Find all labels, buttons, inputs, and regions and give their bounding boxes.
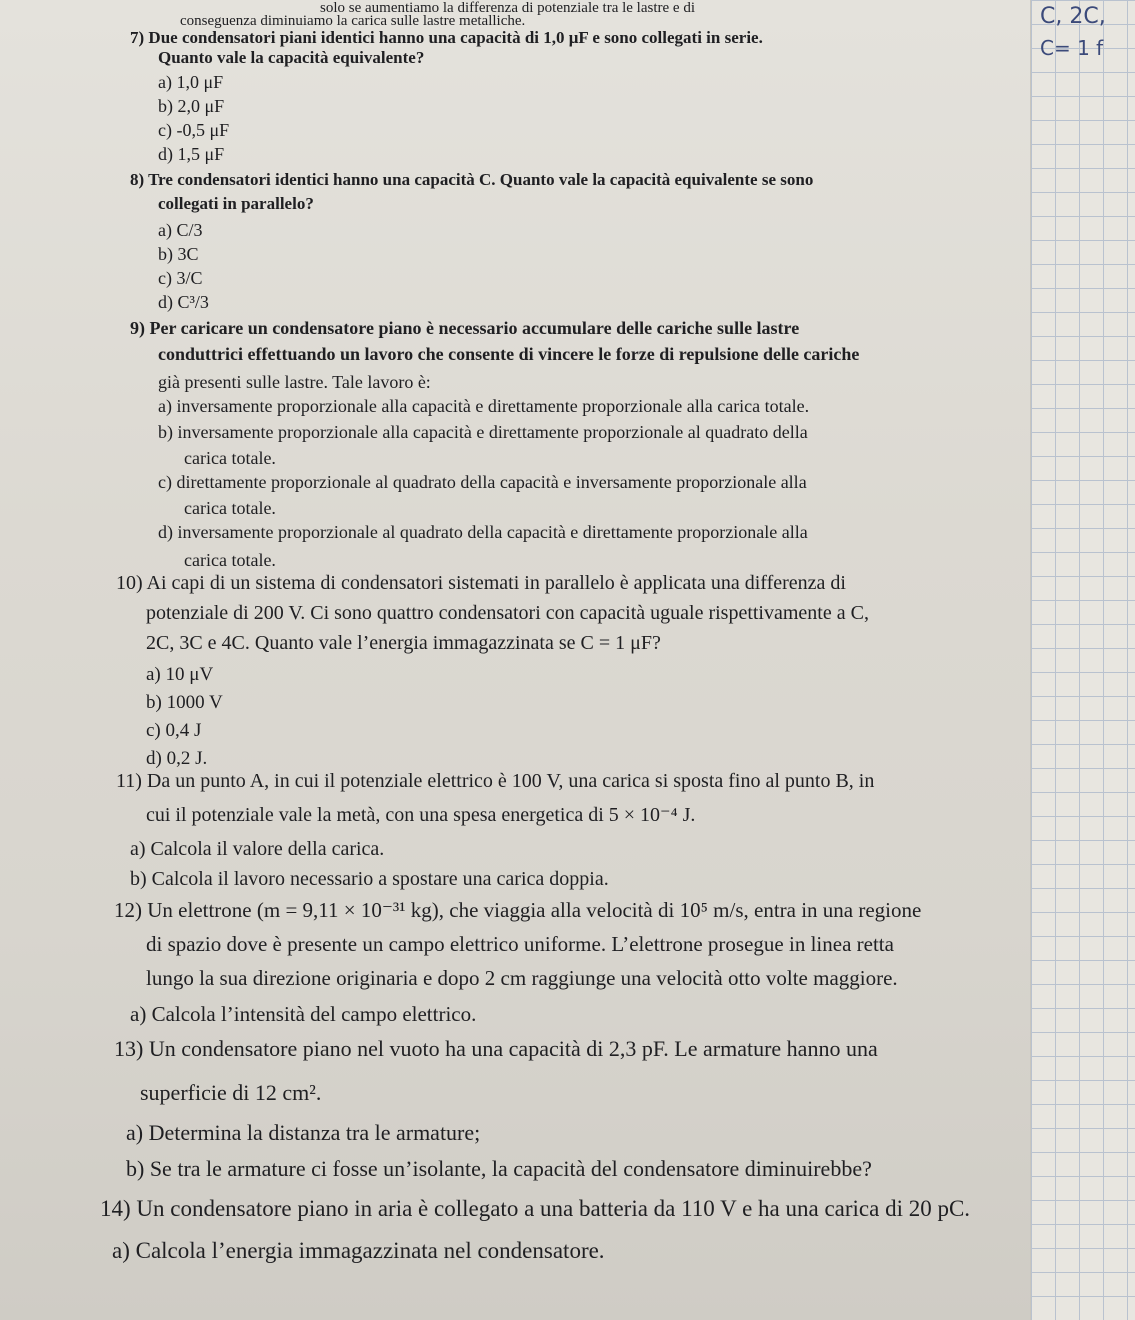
question-8-option-c: c) 3/C bbox=[158, 268, 203, 288]
question-10-option-a: a) 10 μV bbox=[146, 664, 214, 685]
question-7-stem-line-2: Quanto vale la capacità equivalente? bbox=[158, 48, 425, 67]
question-13-stem-line-2: superficie di 12 cm². bbox=[140, 1080, 322, 1105]
question-7-option-b: b) 2,0 μF bbox=[158, 96, 225, 116]
question-10-stem-line-1: 10) Ai capi di un sistema di condensatori sistemati in parallelo è applicata una differenza di bbox=[116, 572, 846, 594]
question-8-option-a: a) C/3 bbox=[158, 220, 203, 240]
question-8-option-b: b) 3C bbox=[158, 244, 199, 264]
question-10-stem-line-2: potenziale di 200 V. Ci sono quattro condensatori con capacità uguale rispettivamente a C, bbox=[146, 602, 869, 624]
question-10-option-d: d) 0,2 J. bbox=[146, 748, 208, 769]
question-7-option-a: a) 1,0 μF bbox=[158, 72, 224, 92]
question-10-stem-line-3: 2C, 3C e 4C. Quanto vale l’energia immagazzinata se C = 1 μF? bbox=[146, 632, 661, 654]
question-10-option-c: c) 0,4 J bbox=[146, 720, 202, 741]
handwritten-note-c-value: C= 1 f bbox=[1040, 36, 1104, 60]
question-9-option-c-line-1: c) direttamente proporzionale al quadrato della capacità e inversamente proporzionale alla bbox=[158, 472, 807, 492]
question-9-stem-line-3: già presenti sulle lastre. Tale lavoro è: bbox=[158, 372, 431, 392]
question-7-stem-line-1: 7) Due condensatori piani identici hanno una capacità di 1,0 μF e sono collegati in serie. bbox=[130, 28, 763, 47]
question-10-option-b: b) 1000 V bbox=[146, 692, 223, 713]
question-9-option-d-line-2: carica totale. bbox=[184, 550, 276, 570]
question-9-option-d-line-1: d) inversamente proporzionale al quadrato della capacità e direttamente proporzionale alla bbox=[158, 522, 808, 542]
question-11-stem-line-2: cui il potenziale vale la metà, con una spesa energetica di 5 × 10⁻⁴ J. bbox=[146, 804, 696, 826]
question-12-stem-line-1: 12) Un elettrone (m = 9,11 × 10⁻³¹ kg), che viaggia alla velocità di 10⁵ m/s, entra in una regione bbox=[114, 898, 922, 922]
question-8-option-d: d) C³/3 bbox=[158, 292, 209, 312]
question-9-stem-line-2: conduttrici effettuando un lavoro che consente di vincere le forze di repulsione delle cariche bbox=[158, 344, 860, 364]
question-9-stem-line-1: 9) Per caricare un condensatore piano è necessario accumulare delle cariche sulle lastre bbox=[130, 318, 800, 338]
question-7-option-d: d) 1,5 μF bbox=[158, 144, 225, 164]
question-12-stem-line-2: di spazio dove è presente un campo elettrico uniforme. L’elettrone prosegue in linea retta bbox=[146, 932, 894, 956]
question-9-option-a: a) inversamente proporzionale alla capacità e direttamente proporzionale alla carica totale. bbox=[158, 396, 810, 416]
question-9-option-b-line-1: b) inversamente proporzionale alla capacità e direttamente proporzionale al quadrato della bbox=[158, 422, 808, 442]
question-11-part-a: a) Calcola il valore della carica. bbox=[130, 838, 385, 860]
header-line-2: conseguenza diminuiamo la carica sulle lastre metalliche. bbox=[180, 13, 526, 29]
question-8-stem-line-2: collegati in parallelo? bbox=[158, 194, 314, 213]
handwritten-note-capacitors: C, 2C, bbox=[1040, 4, 1106, 29]
question-14-part-a: a) Calcola l’energia immagazzinata nel condensatore. bbox=[112, 1238, 605, 1263]
question-7-option-c: c) -0,5 μF bbox=[158, 120, 230, 140]
question-11-stem-line-1: 11) Da un punto A, in cui il potenziale elettrico è 100 V, una carica si sposta fino al punto B, in bbox=[116, 770, 875, 792]
question-9-option-c-line-2: carica totale. bbox=[184, 498, 276, 518]
question-13-stem-line-1: 13) Un condensatore piano nel vuoto ha una capacità di 2,3 pF. Le armature hanno una bbox=[114, 1036, 878, 1061]
question-12-part-a: a) Calcola l’intensità del campo elettrico. bbox=[130, 1002, 477, 1026]
question-8-stem-line-1: 8) Tre condensatori identici hanno una capacità C. Quanto vale la capacità equivalente se sono bbox=[130, 170, 814, 189]
question-9-option-b-line-2: carica totale. bbox=[184, 448, 276, 468]
question-13-part-b: b) Se tra le armature ci fosse un’isolante, la capacità del condensatore diminuirebbe? bbox=[126, 1156, 872, 1181]
question-14-stem-line-1: 14) Un condensatore piano in aria è collegato a una batteria da 110 V e ha una carica di 20 pC. bbox=[100, 1196, 971, 1221]
question-12-stem-line-3: lungo la sua direzione originaria e dopo 2 cm raggiunge una velocità otto volte maggiore. bbox=[146, 966, 898, 990]
question-11-part-b: b) Calcola il lavoro necessario a spostare una carica doppia. bbox=[130, 868, 609, 890]
header-line-1: solo se aumentiamo la differenza di potenziale tra le lastre e di bbox=[320, 0, 695, 16]
question-13-part-a: a) Determina la distanza tra le armature; bbox=[126, 1120, 481, 1145]
graph-paper-margin bbox=[1030, 0, 1135, 1320]
